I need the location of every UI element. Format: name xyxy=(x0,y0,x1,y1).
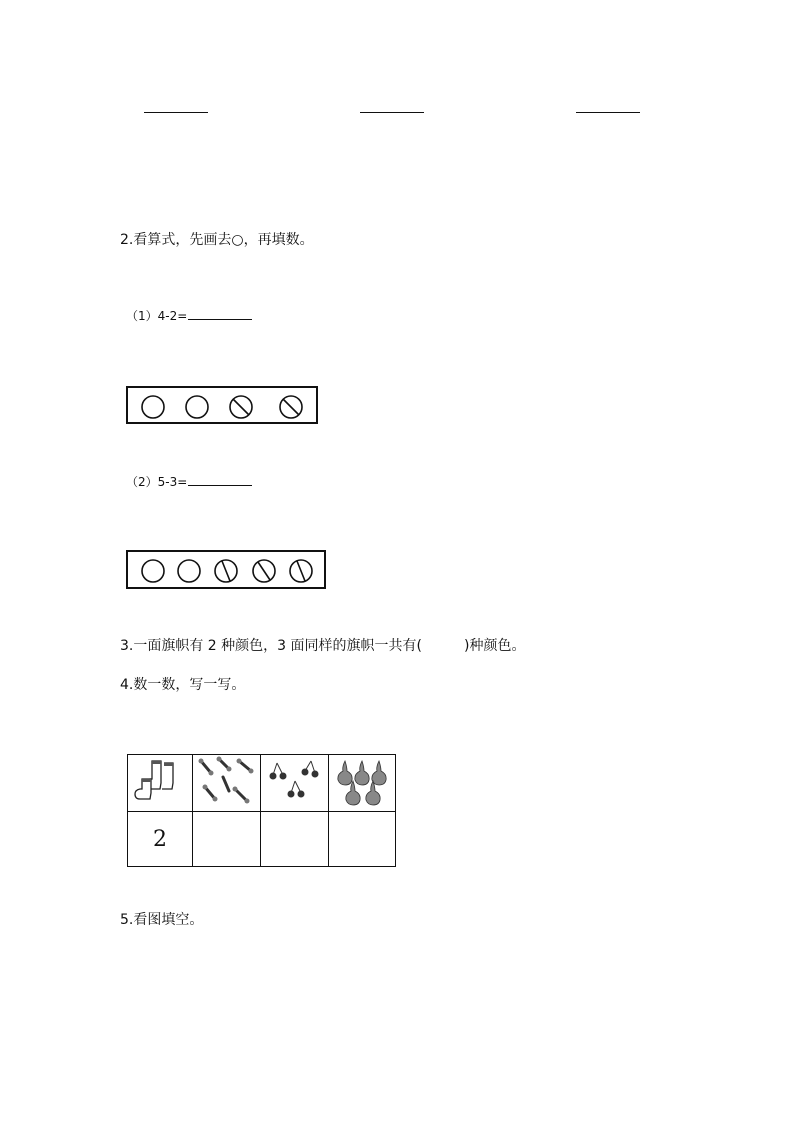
circle-strip-1 xyxy=(126,386,318,424)
answer-blank-3[interactable] xyxy=(576,100,640,113)
question-3-text: 3.一面旗帜有 2 种颜色，3 面同样的旗帜一共有( )种颜色。 xyxy=(120,638,526,654)
item-1-label: （1）4-2= xyxy=(126,309,188,323)
cross-stroke xyxy=(283,399,299,415)
answer-cell-bones[interactable] xyxy=(193,812,261,867)
answer-blank-2[interactable] xyxy=(360,100,424,113)
bones-icon xyxy=(195,755,259,807)
circle xyxy=(178,560,200,582)
picture-cell-socks xyxy=(128,755,193,812)
item-2-label: （2）5-3= xyxy=(126,475,188,489)
question-2-item-1 xyxy=(126,308,252,323)
answer-row xyxy=(128,812,396,867)
circle-strip-2 xyxy=(126,550,326,589)
cross-stroke xyxy=(222,561,230,581)
counting-table xyxy=(127,754,396,867)
socks-icon xyxy=(130,755,190,807)
question-2-title: 2.看算式，先画去○，再填数。 xyxy=(120,232,314,248)
question-2-item-2 xyxy=(126,474,252,489)
picture-cell-cherries xyxy=(261,755,329,812)
answer-cell-socks[interactable]: 2 xyxy=(128,812,193,867)
answer-cell-cherries[interactable] xyxy=(261,812,329,867)
answer-blank-1[interactable] xyxy=(144,100,208,113)
cross-stroke xyxy=(258,562,270,580)
pears-icon xyxy=(331,755,393,807)
picture-cell-pears xyxy=(329,755,396,812)
cherries-icon xyxy=(263,755,327,807)
picture-row xyxy=(128,755,396,812)
cross-stroke xyxy=(297,561,305,581)
item-2-answer-blank[interactable] xyxy=(188,474,252,486)
answer-cell-pears[interactable] xyxy=(329,812,396,867)
question-5-title: 5.看图填空。 xyxy=(120,912,204,928)
circle xyxy=(142,560,164,582)
cross-stroke xyxy=(233,399,249,415)
circle xyxy=(142,396,164,418)
item-1-answer-blank[interactable] xyxy=(188,308,252,320)
picture-cell-bones xyxy=(193,755,261,812)
question-4-title: 4.数一数，写一写。 xyxy=(120,677,246,693)
circle xyxy=(186,396,208,418)
